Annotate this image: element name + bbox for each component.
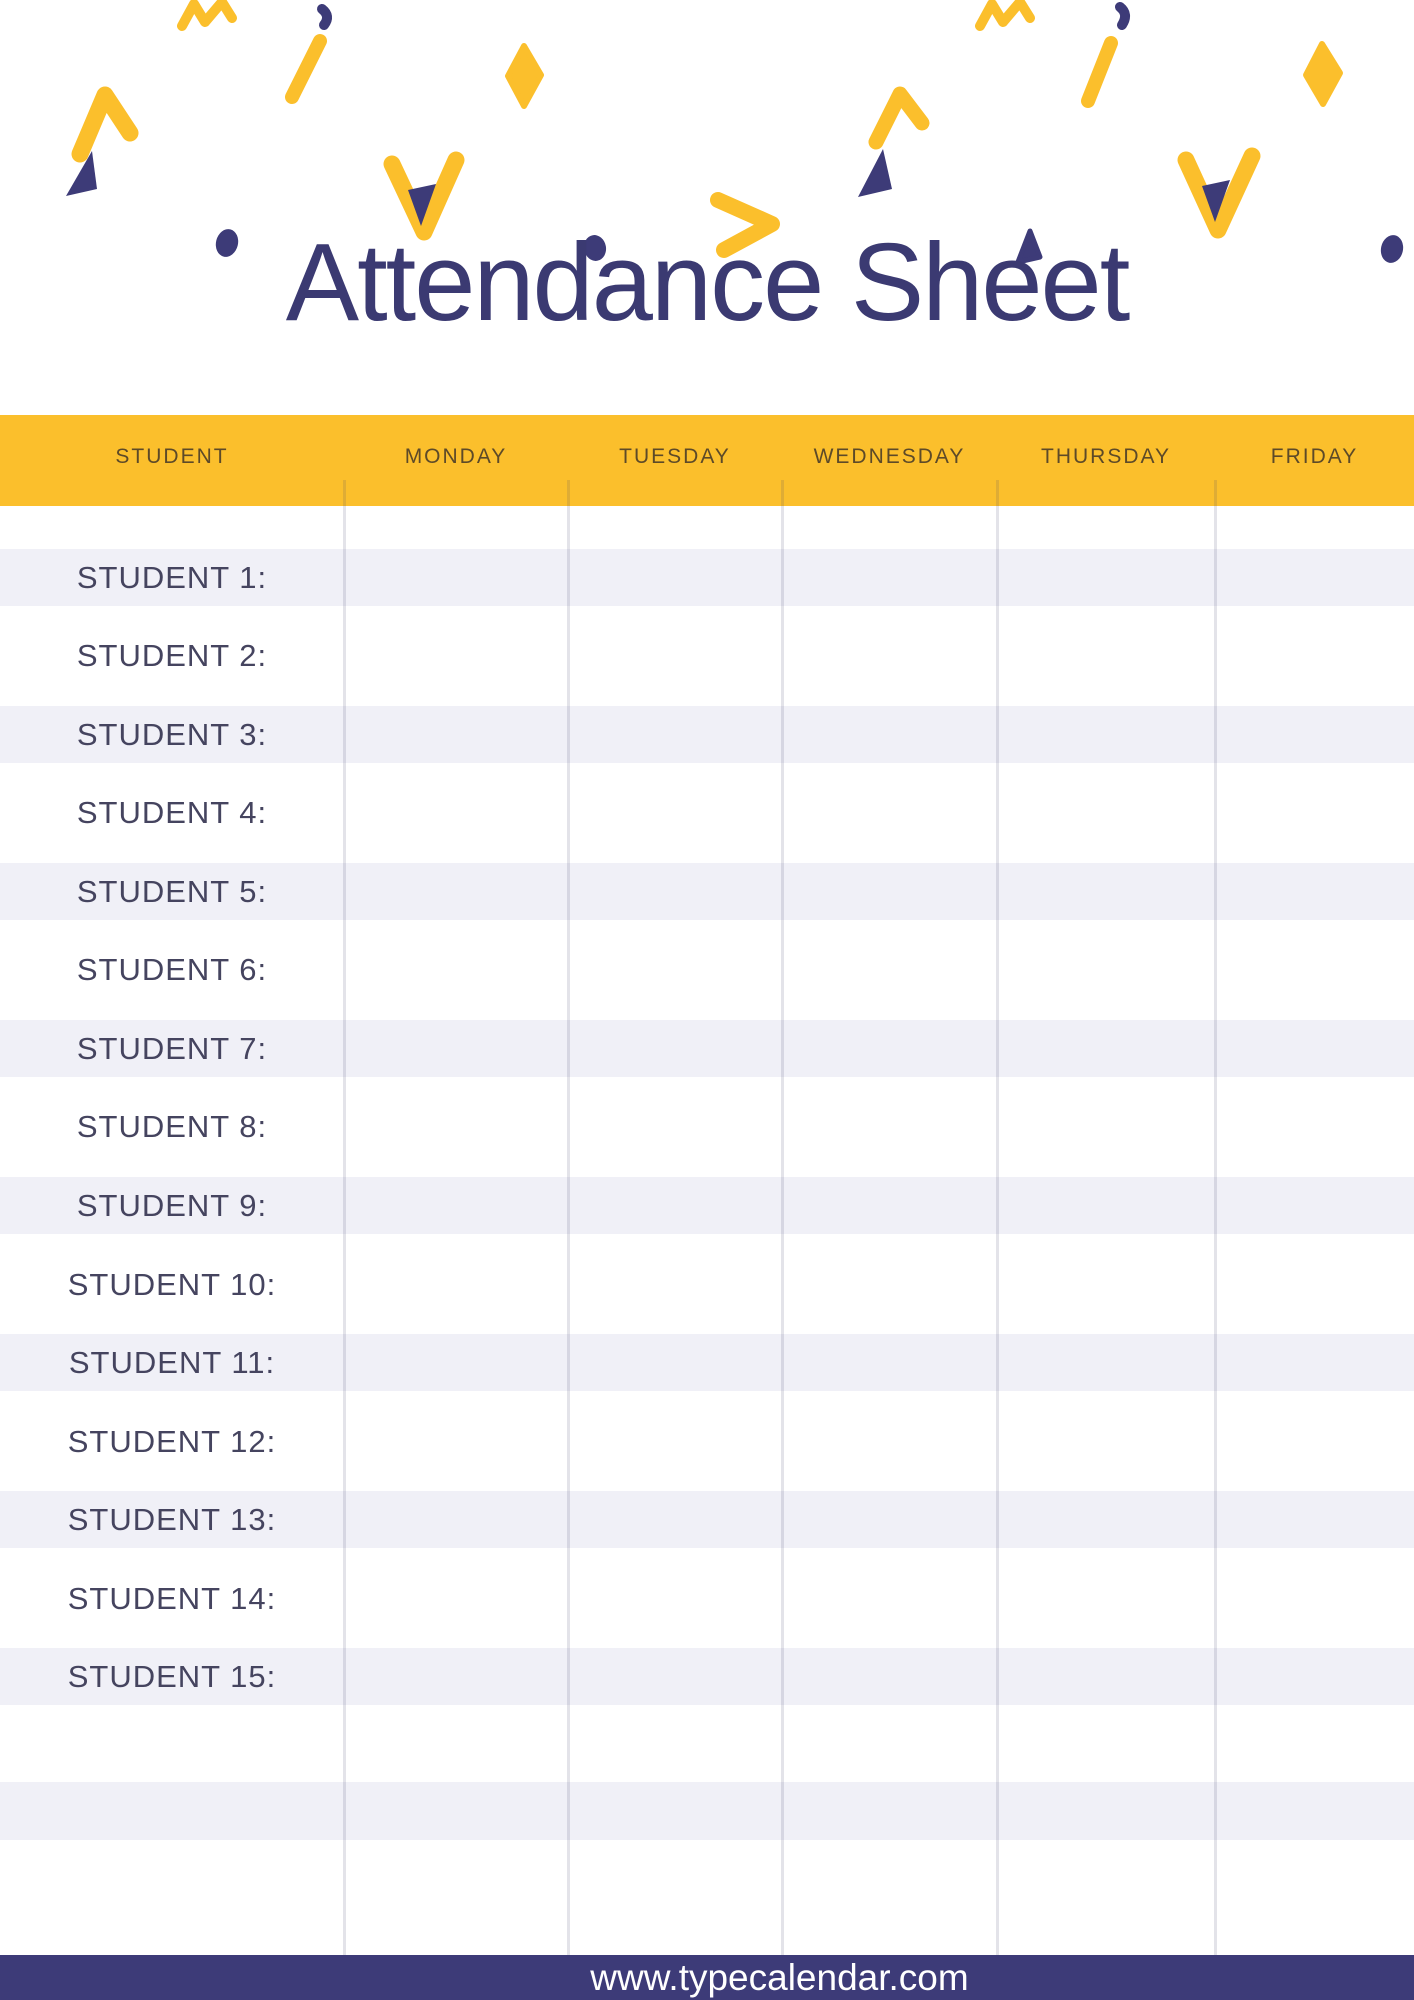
row-label-student-8: STUDENT 8: (76, 1108, 268, 1144)
confetti-chevron-icon (80, 95, 130, 154)
confetti-chevron-icon (858, 94, 922, 197)
row-label-student-15: STUDENT 15: (67, 1658, 277, 1694)
row-label-student-9: STUDENT 9: (76, 1187, 268, 1223)
confetti-comma-icon (322, 9, 327, 25)
confetti-zigzag-icon (182, 2, 232, 26)
row-stripe-empty (0, 1782, 1414, 1840)
column-header-thursday: THURSDAY (1041, 445, 1171, 468)
column-header-friday: FRIDAY (1270, 445, 1359, 468)
row-label-student-11: STUDENT 11: (68, 1344, 276, 1380)
column-divider (567, 480, 570, 1955)
row-label-student-12: STUDENT 12: (67, 1423, 277, 1459)
confetti-zigzag-icon (980, 2, 1030, 26)
confetti-v-shape-icon (1186, 156, 1252, 230)
row-label-student-2: STUDENT 2: (76, 637, 268, 673)
table-header (0, 415, 1414, 506)
confetti-diamond-icon (1306, 44, 1340, 104)
page-title: Attendance Sheet (285, 221, 1129, 344)
column-divider (781, 480, 784, 1955)
column-header-student: STUDENT (115, 445, 229, 468)
row-label-student-4: STUDENT 4: (76, 794, 268, 830)
row-label-student-1: STUDENT 1: (76, 559, 268, 595)
confetti-diamond-icon (508, 46, 541, 106)
confetti-slash-icon (292, 41, 320, 97)
column-divider (996, 480, 999, 1955)
row-label-student-6: STUDENT 6: (76, 951, 268, 987)
row-label-student-13: STUDENT 13: (67, 1501, 277, 1537)
row-label-student-10: STUDENT 10: (67, 1266, 277, 1302)
column-header-wednesday: WEDNESDAY (813, 445, 966, 468)
column-divider (1214, 480, 1217, 1955)
footer-bar (0, 1955, 1414, 2000)
confetti-slash-icon (1088, 43, 1111, 101)
row-label-student-14: STUDENT 14: (67, 1580, 277, 1616)
column-header-tuesday: TUESDAY (619, 445, 731, 468)
row-label-student-3: STUDENT 3: (76, 716, 268, 752)
row-label-student-5: STUDENT 5: (76, 873, 268, 909)
column-header-monday: MONDAY (404, 445, 508, 468)
footer-url: www.typecalendar.com (590, 1956, 969, 1998)
row-label-student-7: STUDENT 7: (76, 1030, 268, 1066)
confetti-comma-icon (1120, 7, 1125, 25)
